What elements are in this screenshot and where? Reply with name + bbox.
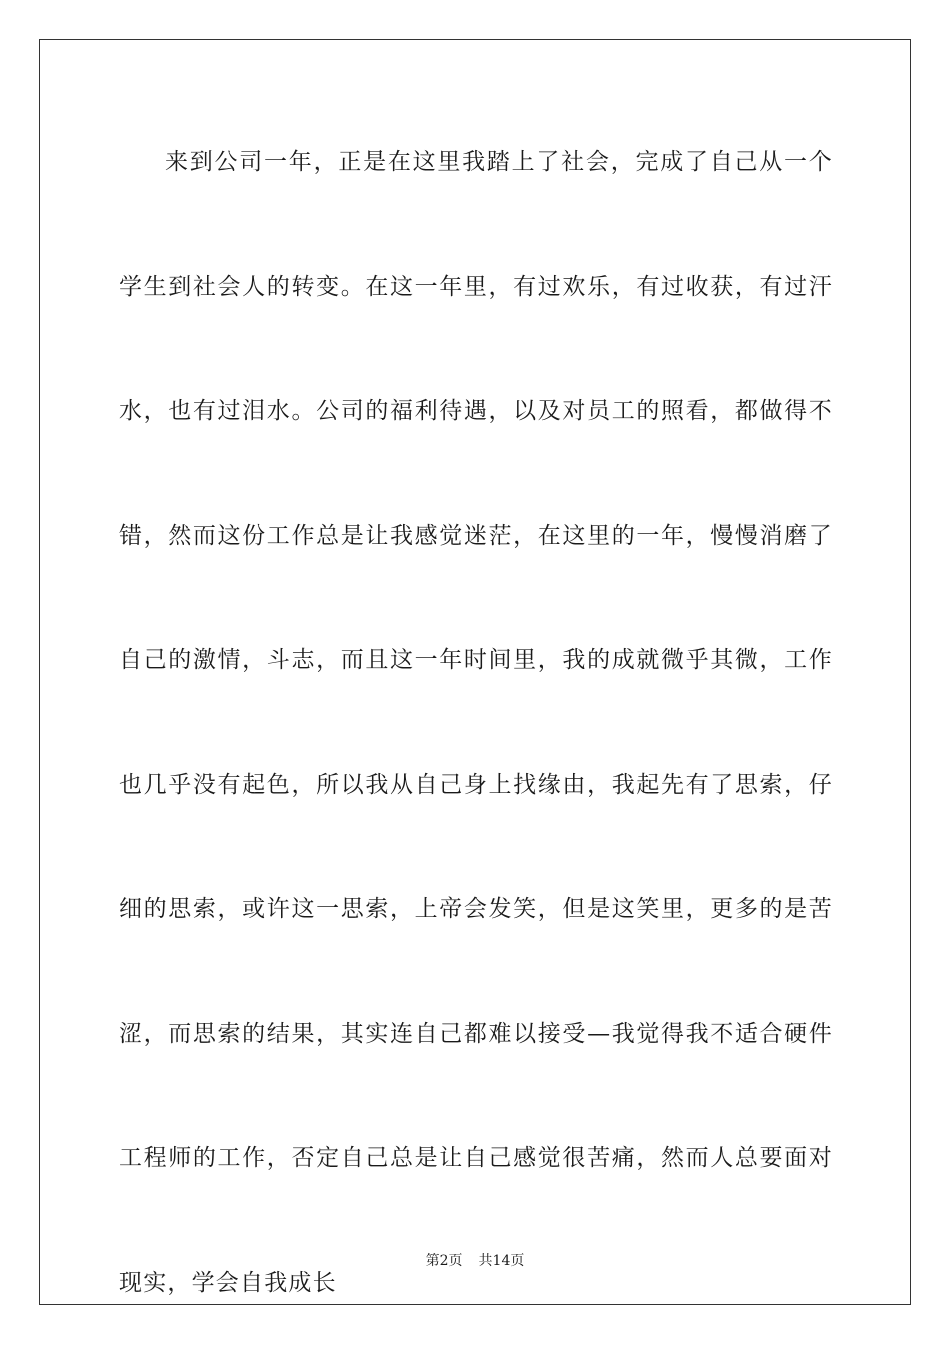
body-paragraph: 来到公司一年，正是在这里我踏上了社会，完成了自己从一个学生到社会人的转变。在这一年里，有过欢乐，有过收获，有过汗水，也有过泪水。公司的福利待遇，以及对员工的照看，都做得不错，然而这份工作总是让我感觉迷茫，在这里的一年，慢慢消磨了自己的激情，斗志，而且这一年时间里，我的成就微乎其微，工作也几乎没有起色，所以我从自己身上找缘由，我起先有了思索，仔细的思索，或许这一思索，上帝会发笑，但是这笑里，更多的是苦涩，而思索的结果，其实连自己都难以接受—我觉得我不适合硬件工程师的工作，否定自己总是让自己感觉很苦痛，然而人总要面对现实，学会自我成长 [119, 149, 833, 1296]
page-frame [39, 39, 911, 1305]
total-page-count: 共14页 [478, 1253, 525, 1269]
page-footer [40, 1250, 910, 1270]
current-page-number: 第2页 [425, 1253, 463, 1269]
